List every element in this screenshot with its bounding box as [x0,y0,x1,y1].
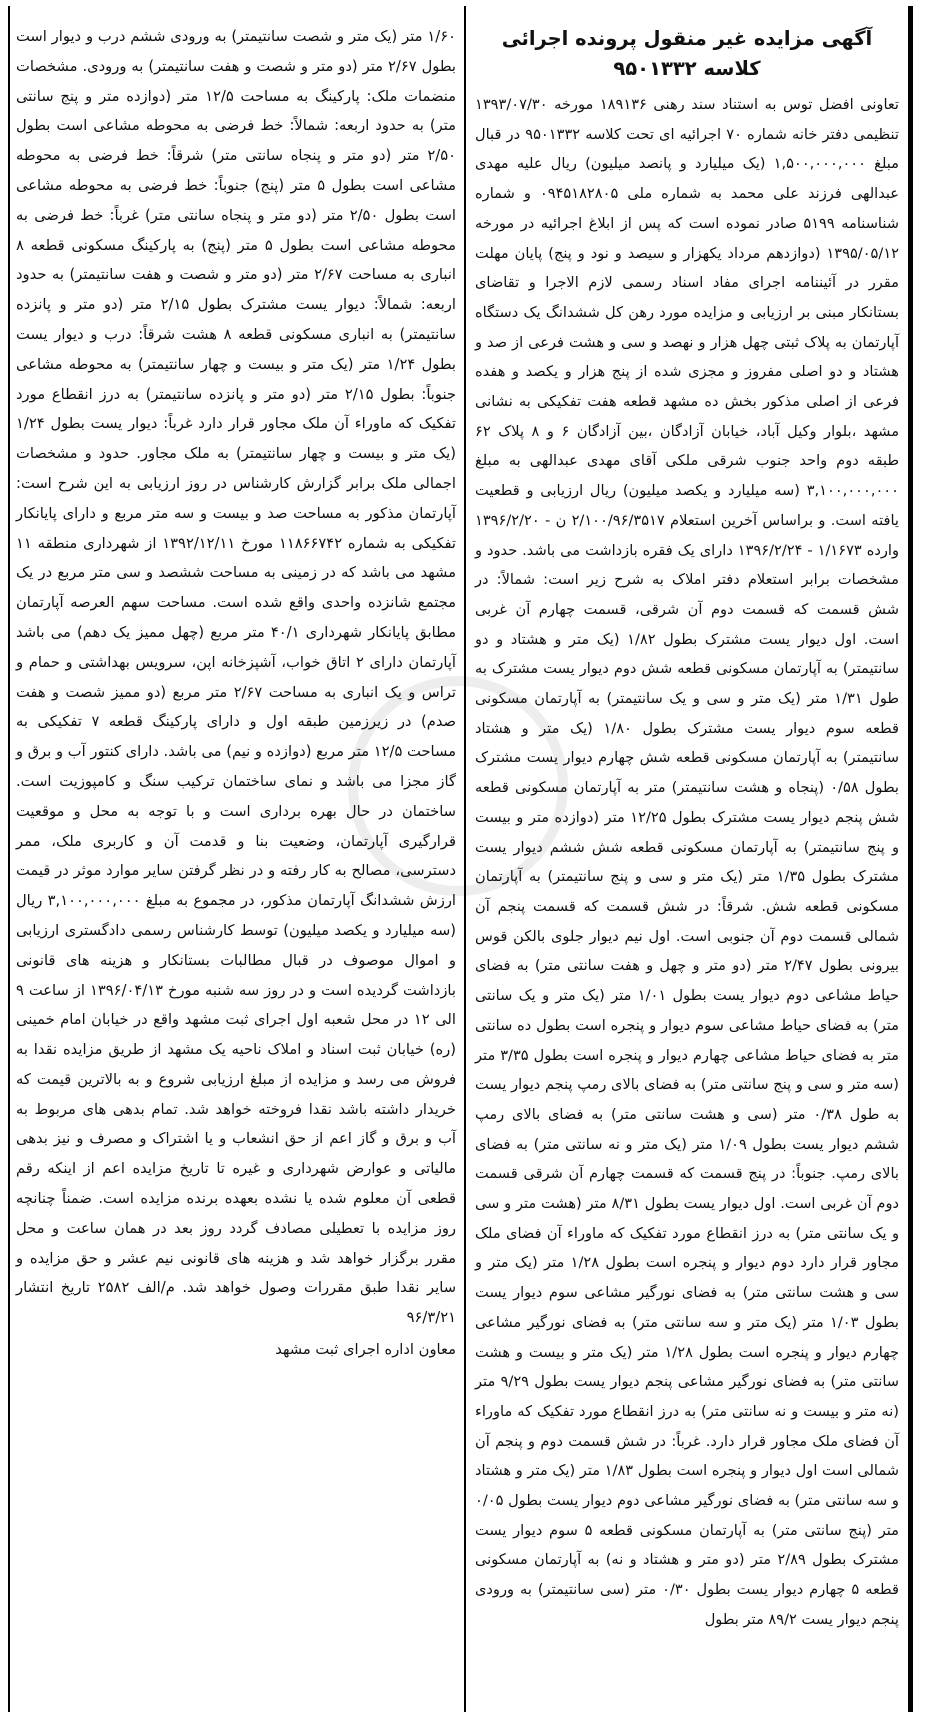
left-border-rule [8,6,10,1712]
notice-body-right: تعاونی افضل توس به استناد سند رهنی ۱۸۹۱۳۶ مورخه ۱۳۹۳/۰۷/۳۰ تنظیمی دفتر خانه شماره ۷۰ اجرائیه ای تحت کلاسه ۹۵۰۱۳۳۲ در قبال مبلغ ۱,۵۰۰,۰۰۰,۰۰۰ (یک میلیارد و پانصد میلیون) ریال علیه مهدی عبدالهی فرزند علی محمد به شماره ملی ۰۹۴۵۱۸۲۸۰۵ و شماره شناسنامه ۵۱۹۹ صادر نموده است که پس از ابلاغ اجرائیه در مورخه ۱۳۹۵/۰۵/۱۲ (دوازدهم مرداد یکهزار و سیصد و نود و پنج) پایان مهلت مقرر در آئیننامه اجرای مفاد اسناد رسمی لازم الاجرا و تقاضای بستانکار مبنی بر ارزیابی و مزایده مورد رهن کل ششدانگ یک دستگاه آپارتمان به پلاک ثبتی چهل هزار و نهصد و سی و هشت فرعی از صد و هشتاد و دو اصلی مفروز و مجزی شده از پنج هزار و یکصد و هفده فرعی از اصلی مذکور بخش ده مشهد قطعه هفت تفکیکی به نشانی مشهد ،بلوار وکیل آباد، خیابان آزادگان ،بین آزادگان ۶ و ۸ پلاک ۶۲ طبقه دوم واحد جنوب شرقی ملکی آقای مهدی عبدالهی به مبلغ ۳,۱۰۰,۰۰۰,۰۰۰ (سه میلیارد و یکصد میلیون) ریال ارزیابی و قطعیت یافته است. و براساس آخرین استعلام ۲/۱۰۰/۹۶/۳۵۱۷ ن - ۱۳۹۶/۲/۲۰ وارده ۱/۱۶۷۳ - ۱۳۹۶/۲/۲۴ دارای یک فقره بازداشت می باشد. حدود و مشخصات برابر استعلام دفتر املاک به شرح زیر است: شمالاً: در شش قسمت که قسمت دوم آن شرقی، قسمت چهارم آن غربی است. اول دیوار یست مشترک بطول ۱/۸۲ (یک متر و هشتاد و دو سانتیمتر) به آپارتمان مسکونی قطعه شش دوم دیوار یست مشترک به طول ۱/۳۱ متر (یک متر و سی و یک سانتیمتر) به آپارتمان مسکونی قطعه سوم دیوار یست مشترک بطول ۱/۸۰ (یک متر و هشتاد سانتیمتر) به آپارتمان مسکونی قطعه شش چهارم دیوار یست مشترک بطول ۰/۵۸ (پنجاه و هشت سانتیمتر) متر به آپارتمان مسکونی قطعه شش پنجم دیوار یست مشترک بطول ۱۲/۲۵ متر (دوازده متر و بیست و پنج سانتیمتر) به آپارتمان مسکونی قطعه شش ششم دیوار یست مشترک بطول ۱/۳۵ متر (یک متر و سی و پنج سانتیمتر) به آپارتمان مسکونی قطعه شش. شرقاً: در شش قسمت که قسمت پنجم آن شمالی قسمت دوم آن جنوبی است. اول نیم دیوار جلوی بالکن قوس بیرونی بطول ۲/۴۷ متر (دو متر و چهل و هفت سانتی متر) به فضای حیاط مشاعی دوم دیوار یست بطول ۱/۰۱ متر (یک متر و یک سانتی متر) به فضای حیاط مشاعی سوم دیوار و پنجره است بطول ده سانتی متر به فضای حیاط مشاعی چهارم دیوار و پنجره است بطول ۳/۳۵ متر (سه متر و سی و پنج سانتی متر) به فضای بالای رمپ پنجم دیوار یست به طول ۰/۳۸ متر (سی و هشت سانتی متر) به فضای بالای رمپ ششم دیوار یست بطول ۱/۰۹ متر (یک متر و نه سانتی متر) به فضای بالای رمپ. جنوباً: در پنج قسمت که قسمت چهارم آن شرقی قسمت دوم آن غربی است. اول دیوار یست بطول ۸/۳۱ متر (هشت متر و سی و یک سانتی متر) به درز انقطاع مورد تفکیک که ماوراء آن فضای ملک مجاور قرار دارد دوم دیوار و پنجره است بطول ۱/۲۸ متر (یک متر و سی و هشت سانتی متر) به فضای نورگیر مشاعی سوم دیوار یست بطول ۱/۰۳ متر (یک متر و سه سانتی متر) به فضای نورگیر مشاعی چهارم دیوار و پنجره است بطول ۱/۲۸ متر (یک متر و بیست و هشت سانتی متر) به فضای نورگیر مشاعی پنجم دیوار یست بطول ۹/۲۹ متر (نه متر و بیست و نه سانتی متر) به درز انقطاع مورد تفکیک که ماوراء آن فضای ملک مجاور قرار دارد. غرباً: در شش قسمت دوم و پنجم آن شمالی است اول دیوار و پنجره است بطول ۱/۸۳ متر (یک متر و هشتاد و سه سانتی متر) به فضای نورگیر مشاعی دوم دیوار یست بطول ۰/۰۵ متر (پنج سانتی متر) به آپارتمان مسکونی قطعه ۵ سوم دیوار یست مشترک بطول ۲/۸۹ متر (دو متر و هشتاد و نه) به آپارتمان مسکونی قطعه ۵ چهارم دیوار یست بطول ۰/۳۰ متر (سی سانتیمتر) به ورودی پنجم دیوار یست ۸۹/۲ متر بطول [475,96,900,1628]
right-column [475,6,899,1635]
column-divider [464,6,466,1712]
right-border-rule [908,6,913,1712]
newspaper-notice-page [8,6,913,1712]
left-column [16,6,456,1365]
notice-title: آگهی مزایده غیر منقول پرونده اجرائی کلاسه ۹۵۰۱۳۳۲ [501,27,873,80]
notice-body-left: ۱/۶۰ متر (یک متر و شصت سانتیمتر) به ورودی ششم درب و دیوار است بطول ۲/۶۷ متر (دو متر و شصت و هفت سانتیمتر) به ورودی. مشخصات منضمات ملک: پارکینگ به مساحت ۱۲/۵ متر (دوازده متر و پنج سانتی متر) به حدود اربعه: شمالاً: خط فرضی به محوطه مشاعی است بطول ۲/۵۰ متر (دو متر و پنجاه سانتی متر) شرقاً: خط فرضی به محوطه مشاعی است بطول ۵ متر (پنج) جنوباً: خط فرضی به محوطه مشاعی است بطول ۲/۵۰ متر (دو متر و پنجاه سانتی متر) غرباً: خط فرضی به محوطه مشاعی است بطول ۵ متر (پنج) به پارکینگ مسکونی قطعه ۸ انباری به مساحت ۲/۶۷ متر (دو متر و شصت و هفت سانتیمتر) به حدود اربعه: شمالاً: دیوار یست مشترک بطول ۲/۱۵ متر (دو متر و پانزده سانتیمتر) به انباری مسکونی قطعه ۸ هشت شرقاً: درب و دیوار یست بطول ۱/۲۴ متر (یک متر و بیست و چهار سانتیمتر) به محوطه مشاعی جنوباً: بطول ۲/۱۵ متر (دو متر و پانزده سانتیمتر) به درز انقطاع مورد تفکیک که ماوراء آن ملک مجاور قرار دارد غرباً: دیوار یست بطول ۱/۲۴ (یک متر و بیست و چهار سانتیمتر) به ملک مجاور. حدود و مشخصات اجمالی ملک برابر گزارش کارشناس در روز ارزیابی به این شرح است: آپارتمان مذکور به مساحت صد و بیست و سه متر مربع و دارای پایانکار تفکیکی به شماره ۱۱۸۶۶۷۴۲ مورخ ۱۳۹۲/۱۲/۱۱ از شهرداری منطقه ۱۱ مشهد می باشد که در زمینی به مساحت ششصد و سی متر مربع در یک مجتمع شانزده واحدی واقع شده است. مساحت سهم العرصه آپارتمان مطابق پایانکار شهرداری ۴۰/۱ متر مربع (چهل ممیز یک دهم) می باشد آپارتمان دارای ۲ اتاق خواب، آشپزخانه اپن، سرویس بهداشتی و حمام و تراس و یک انباری به مساحت ۲/۶۷ متر مربع (دو ممیز شصت و هفت صدم) در زیرزمین طبقه اول و دارای پارکینگ قطعه ۷ تفکیکی به مساحت ۱۲/۵ متر مربع (دوازده و نیم) می باشد. دارای کنتور آب و برق و گاز مجزا می باشد و نمای ساختمان ترکیب سنگ و کامپوزیت است. ساختمان در حال بهره برداری است و با توجه به محل و موقعیت قرارگیری آپارتمان، وضعیت بنا و قدمت آن و کاربری ملک، ممر دسترسی، مصالح به کار رفته و در نظر گرفتن سایر موارد موثر در قیمت ارزش ششدانگ آپارتمان مذکور، در مجموع به مبلغ ۳,۱۰۰,۰۰۰,۰۰۰ ریال (سه میلیارد و یکصد میلیون) توسط کارشناس رسمی دادگستری ارزیابی و اموال موصوف در قبال مطالبات بستانکار و هزینه های قانونی بازداشت گردیده است و در روز سه شنبه مورخ ۱۳۹۶/۰۴/۱۳ از ساعت ۹ الی ۱۲ در محل شعبه اول اجرای ثبت مشهد واقع در خیابان امام خمینی (ره) خیابان ثبت اسناد و املاک ناحیه یک مشهد از طریق مزایده نقدا به فروش می رسد و مزایده از مبلغ ارزیابی شروع و به بالاترین قیمت که خریدار داشته باشد نقدا فروخته خواهد شد. تمام بدهی های مربوط به آب و برق و گاز اعم از حق انشعاب و یا اشتراک و مصرف و نیز بدهی مالیاتی و عوارض شهرداری و غیره تا تاریخ مزایده اعم از اینکه رقم قطعی آن معلوم شده یا نشده بعهده برنده مزایده است. ضمناً چنانچه روز مزایده با تعطیلی مصادف گردد روز بعد در همان ساعت و محل مقرر برگزار خواهد شد و هزینه های قانونی نیم عشر و حق مزایده و سایر نقدا طبق مقررات وصول خواهد شد. م/الف ۲۵۸۲ تاریخ انتشار ۹۶/۳/۲۱ [16,28,456,1327]
notice-signature: معاون اداره اجرای ثبت مشهد [275,1341,456,1359]
